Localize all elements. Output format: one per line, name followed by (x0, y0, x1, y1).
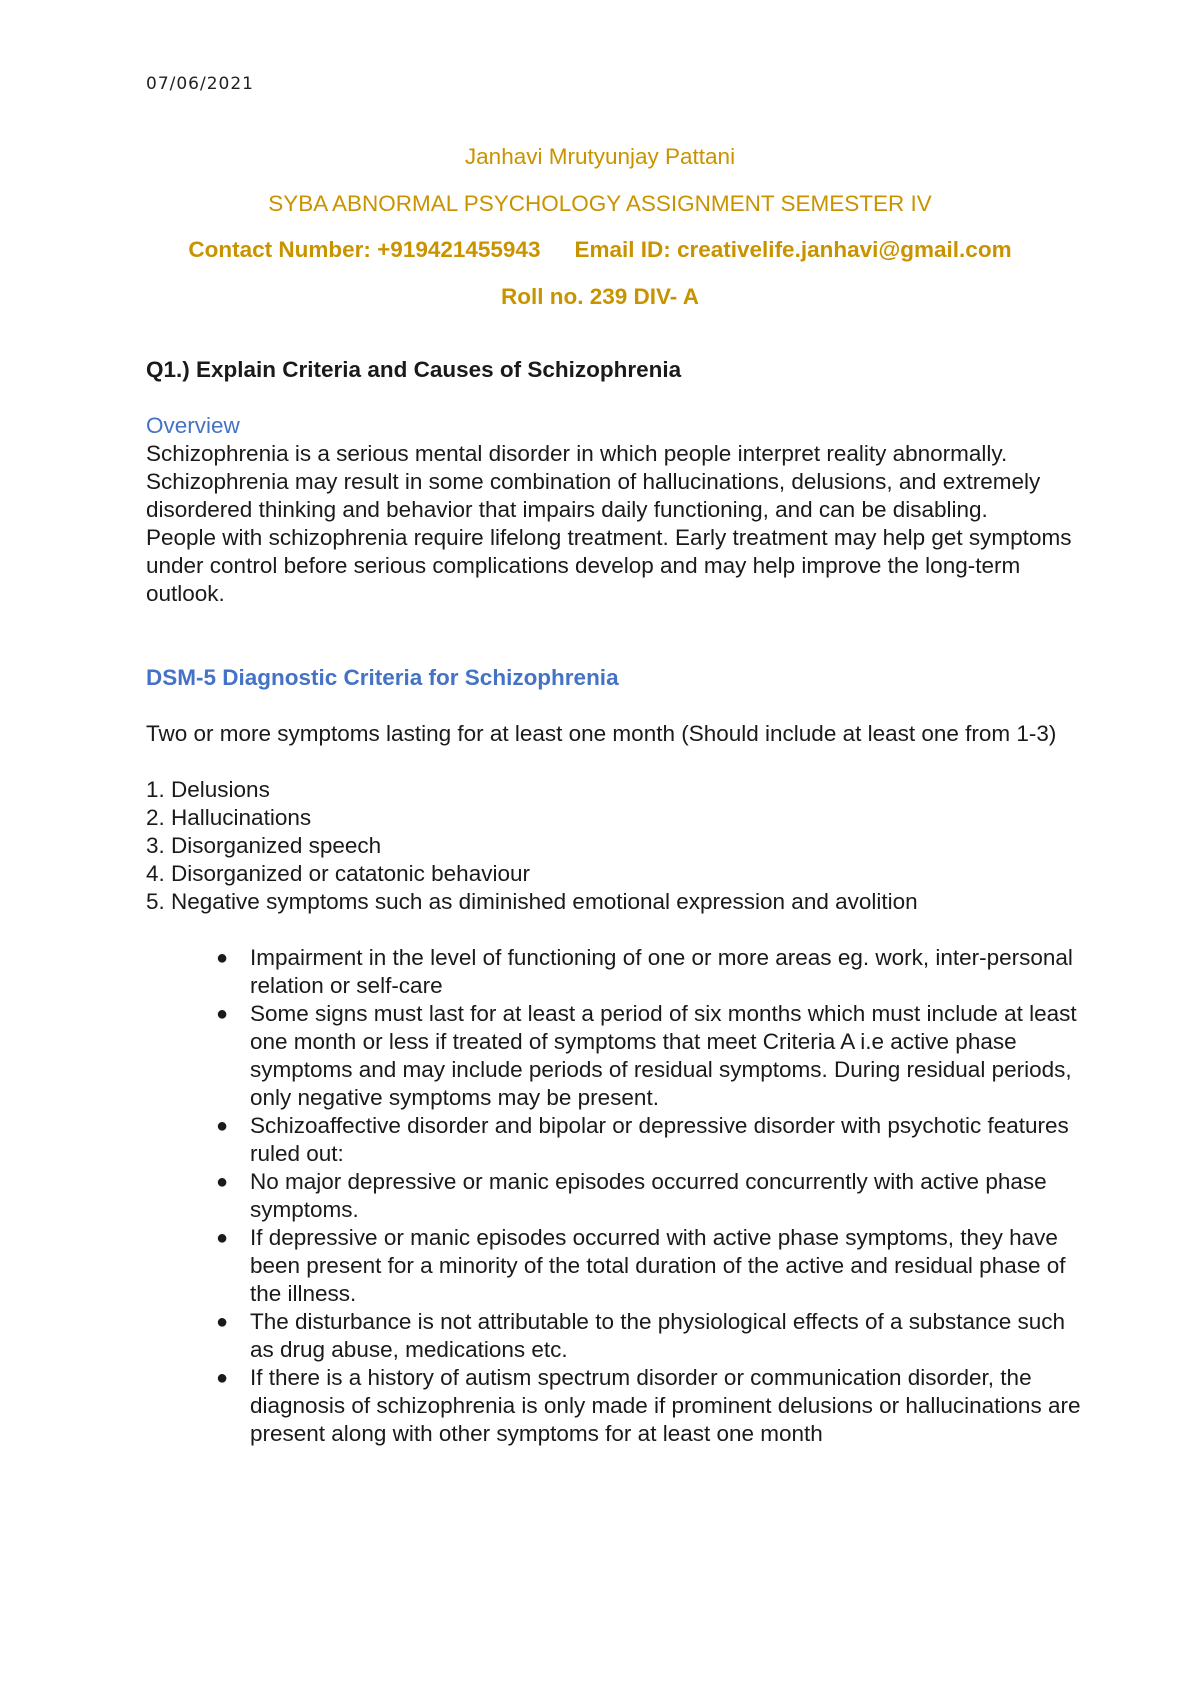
symptom-item: 1. Delusions (146, 777, 270, 802)
criteria-text: If there is a history of autism spectrum disorder or communication disorder, the diagnosis of schizophrenia is only made if prominent delusions or hallucinations are present along with other symptoms for at least one month (250, 1365, 1081, 1446)
document-header (0, 142, 1200, 328)
document-date: 07/06/2021 (146, 74, 254, 94)
criteria-item (146, 1168, 1086, 1224)
criteria-text: Schizoaffective disorder and bipolar or depressive disorder with psychotic features ruled out: (250, 1113, 1069, 1166)
bullet-icon: ● (216, 1311, 229, 1333)
email-id: Email ID: creativelife.janhavi@gmail.com (574, 237, 1012, 262)
bullet-icon: ● (216, 1227, 229, 1249)
criteria-text: Some signs must last for at least a period of six months which must include at least one month or less if treated of symptoms that meet Criteria A i.e active phase symptoms and may include periods of residual symptoms. During residual periods, only negative symptoms may be present. (250, 1001, 1077, 1110)
question-title: Q1.) Explain Criteria and Causes of Schizophrenia (146, 357, 682, 382)
overview-paragraph: Schizophrenia is a serious mental disorder in which people interpret reality abnormally. Schizophrenia may result in some combination of hallucinations, delusions, and extremely disordered thinking and behavior that impairs daily functioning, and can be disabling. (146, 441, 1041, 522)
overview-body (146, 440, 1086, 608)
criteria-text: Impairment in the level of functioning of one or more areas eg. work, inter-personal relation or self-care (250, 945, 1073, 998)
criteria-item (146, 1112, 1086, 1168)
bullet-icon: ● (216, 1367, 229, 1389)
symptom-item: 4. Disorganized or catatonic behaviour (146, 861, 530, 886)
criteria-list (146, 944, 1086, 1448)
symptom-item: 3. Disorganized speech (146, 833, 382, 858)
course-title: SYBA ABNORMAL PSYCHOLOGY ASSIGNMENT SEMESTER IV (268, 190, 932, 216)
symptoms-list (146, 776, 1086, 916)
bullet-icon: ● (216, 1171, 229, 1193)
criteria-item (146, 1308, 1086, 1364)
criteria-text: No major depressive or manic episodes occurred concurrently with active phase symptoms. (250, 1169, 1047, 1222)
criteria-item (146, 1000, 1086, 1112)
dsm-heading: DSM-5 Diagnostic Criteria for Schizophrenia (146, 665, 619, 690)
bullet-icon: ● (216, 947, 229, 969)
symptoms-intro: Two or more symptoms lasting for at least one month (Should include at least one from 1-3) (146, 721, 1057, 746)
student-name: Janhavi Mrutyunjay Pattani (464, 144, 736, 169)
criteria-text: If depressive or manic episodes occurred with active phase symptoms, they have been present for a minority of the total duration of the active and residual phase of the illness. (250, 1225, 1066, 1306)
criteria-text: The disturbance is not attributable to the physiological effects of a substance such as drug abuse, medications etc. (250, 1309, 1066, 1362)
bullet-icon: ● (216, 1003, 229, 1025)
contact-line (0, 235, 1200, 282)
criteria-item (146, 944, 1086, 1000)
symptom-item: 5. Negative symptoms such as diminished emotional expression and avolition (146, 889, 918, 914)
criteria-item (146, 1224, 1086, 1308)
roll-number: Roll no. 239 DIV- A (501, 283, 699, 309)
symptom-item: 2. Hallucinations (146, 805, 312, 830)
overview-paragraph: People with schizophrenia require lifelong treatment. Early treatment may help get symptoms under control before serious complications develop and may help improve the long-term outlook. (146, 525, 1072, 606)
contact-number: Contact Number: +919421455943 (188, 237, 541, 262)
overview-heading: Overview (146, 413, 240, 438)
bullet-icon: ● (216, 1115, 229, 1137)
criteria-item (146, 1364, 1086, 1448)
